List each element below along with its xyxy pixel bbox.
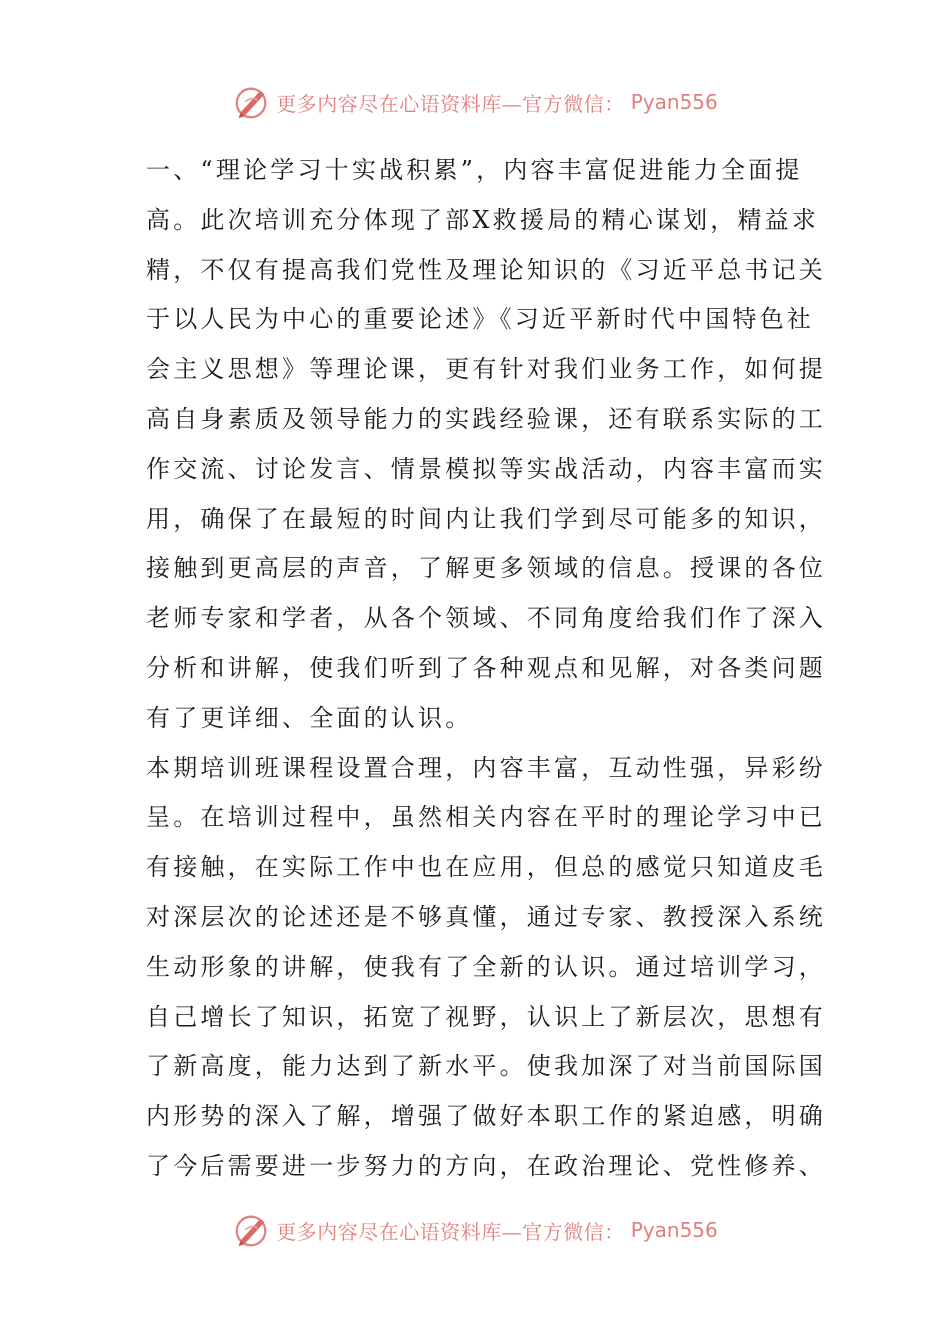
document-body (146, 146, 826, 1192)
footer-watermark (0, 1208, 950, 1252)
pen-logo-icon (232, 83, 270, 121)
header-watermark (0, 80, 950, 124)
pen-logo-icon (232, 1211, 270, 1249)
watermark-wechat-id: Pyan556 (630, 90, 718, 114)
paragraph-1: 一、“理论学习十实战积累”，内容丰富促进能力全面提高。此次培训充分体现了部X救援局的精心谋划，精益求精，不仅有提高我们党性及理论知识的《习近平总书记关于以人民为中心的重要论述》《习近平新时代中国特色社会主义思想》等理论课，更有针对我们业务工作，如何提高自身素质及领导能力的实践经验课，还有联系实际的工作交流、讨论发言、情景模拟等实战活动，内容丰富而实用，确保了在最短的时间内让我们学到尽可能多的知识，接触到更高层的声音，了解更多领域的信息。授课的各位老师专家和学者，从各个领域、不同角度给我们作了深入分析和讲解，使我们听到了各种观点和见解，对各类问题有了更详细、全面的认识。 (146, 156, 826, 732)
watermark-wechat-id: Pyan556 (630, 1218, 718, 1242)
watermark-text: 更多内容尽在心语资料库—官方微信： (276, 91, 625, 116)
paragraph-2: 本期培训班课程设置合理，内容丰富，互动性强，异彩纷呈。在培训过程中，虽然相关内容在平时的理论学习中已有接触，在实际工作中也在应用，但总的感觉只知道皮毛对深层次的论述还是不够真懂，通过专家、教授深入系统生动形象的讲解，使我有了全新的认识。通过培训学习，自己增长了知识，拓宽了视野，认识上了新层次，思想有了新高度，能力达到了新水平。使我加深了对当前国际国内形势的深入了解，增强了做好本职工作的紧迫感，明确了今后需要进一步努力的方向，在政治理论、党性修养、 (146, 753, 826, 1180)
watermark-text: 更多内容尽在心语资料库—官方微信： (276, 1219, 625, 1244)
